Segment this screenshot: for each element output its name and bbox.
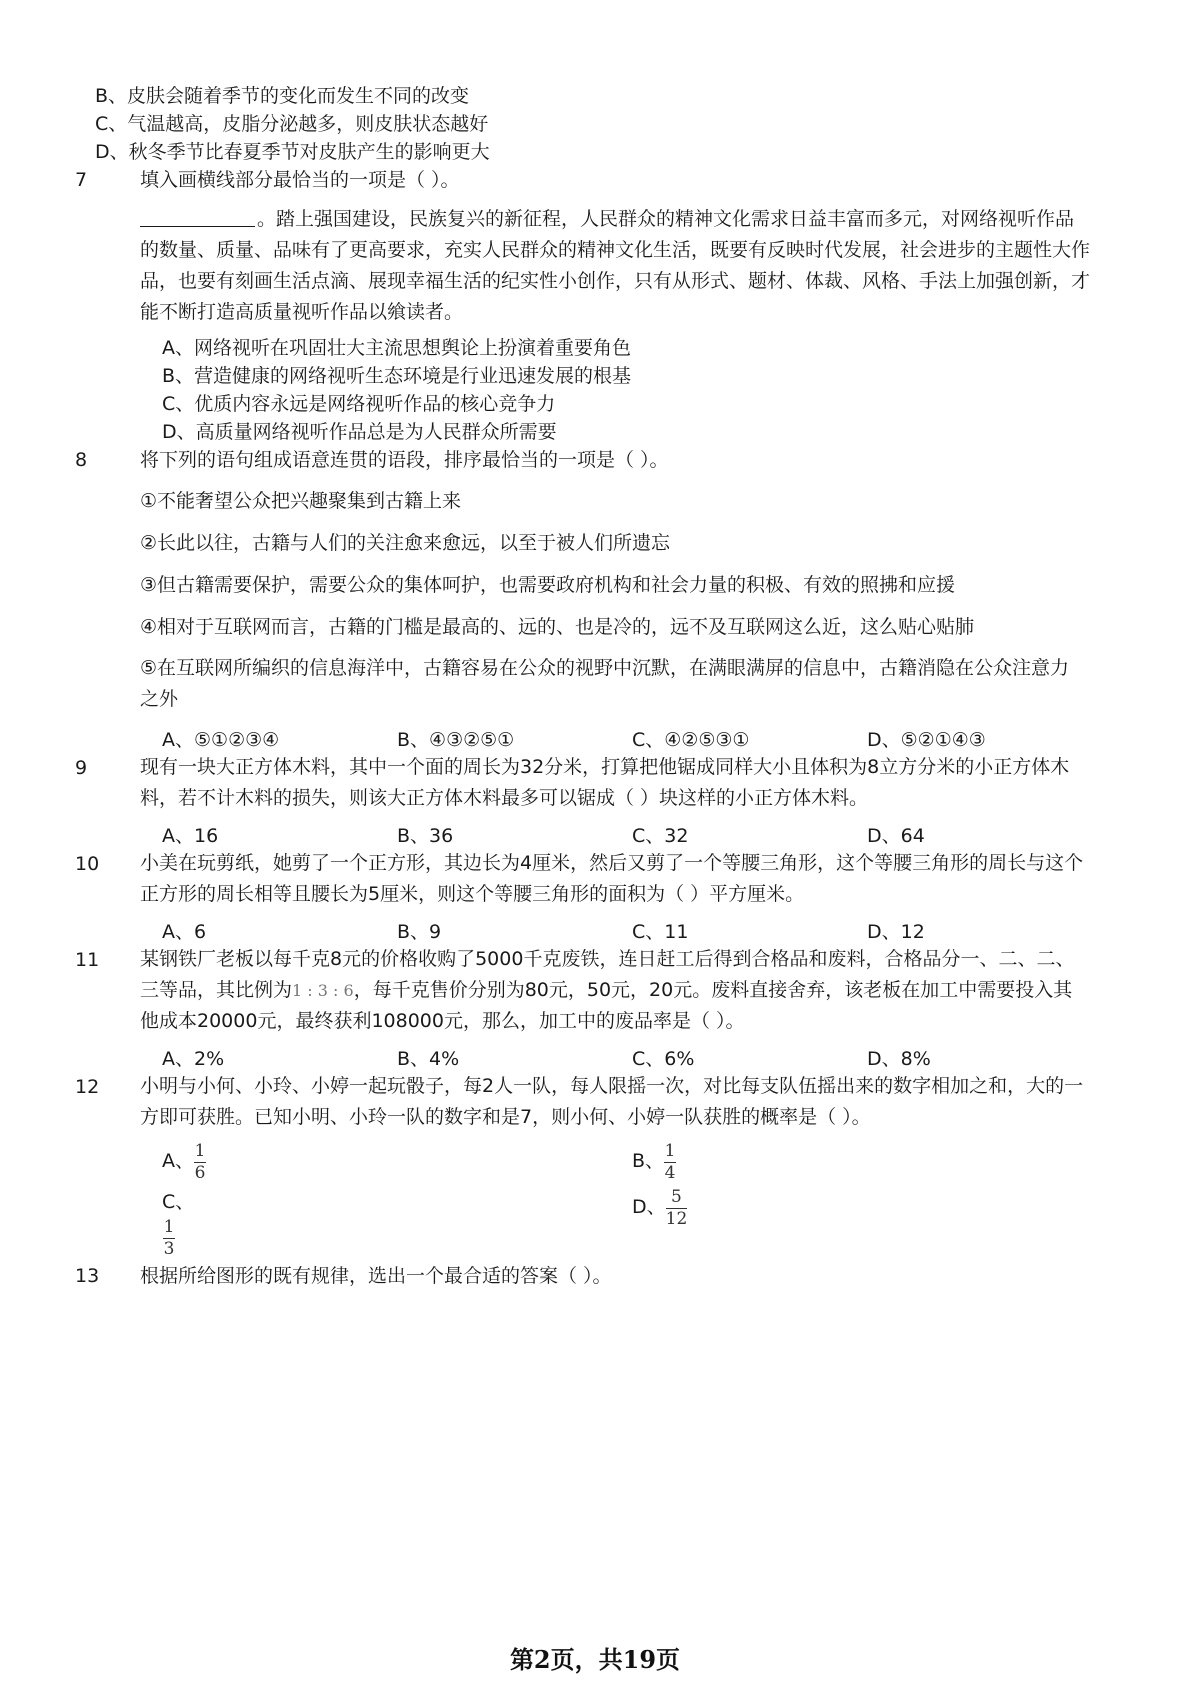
q8-option-d: D、⑤②①④③ <box>867 729 986 751</box>
denominator: 4 <box>664 1162 676 1183</box>
q11-option-b: B、4% <box>397 1048 460 1070</box>
fraction-one-sixth <box>194 1142 206 1182</box>
page-footer: 第2页，共19页 <box>509 1645 681 1674</box>
q12-option-d <box>632 1184 687 1230</box>
q8-number: 8 <box>75 449 88 471</box>
q13-stem: 根据所给图形的既有规律，选出一个最合适的答案（ ）。 <box>140 1265 612 1287</box>
q8-sentence-5: ⑤在互联网所编织的信息海洋中，古籍容易在公众的视野中沉默，在满眼满屏的信息中，古籍消隐在公众注意力之外 <box>140 657 1070 710</box>
q8-sentence-4: ④相对于互联网而言，古籍的门槛是最高的、远的、也是冷的，远不及互联网这么近，这么贴心贴肺 <box>140 616 975 638</box>
q12-option-a <box>162 1138 206 1184</box>
q10-option-b: B、9 <box>397 921 442 943</box>
q8-sentence-1: ①不能奢望公众把兴趣聚集到古籍上来 <box>140 490 462 512</box>
q9-option-c: C、32 <box>632 825 689 847</box>
q8-sentence-2: ②长此以往，古籍与人们的关注愈来愈远，以至于被人们所遗忘 <box>140 532 671 554</box>
q12-number: 12 <box>75 1076 100 1098</box>
numerator: 1 <box>163 1217 175 1237</box>
q6-option-b: B、皮肤会随着季节的变化而发生不同的改变 <box>95 85 470 107</box>
q6-option-c: C、气温越高，皮脂分泌越多，则皮肤状态越好 <box>95 113 489 135</box>
q9-stem: 现有一块大正方体木料，其中一个面的周长为32分米，打算把他锯成同样大小且体积为8立方分米的小正方体木料，若不计木料的损失，则该大正方体木料最多可以锯成（ ）块这样的小正方体木料。 <box>140 756 1070 809</box>
q8-stem: 将下列的语句组成语意连贯的语段，排序最恰当的一项是（ ）。 <box>140 449 669 471</box>
q11-stem <box>140 944 1090 1037</box>
denominator: 6 <box>194 1162 206 1183</box>
q7-number: 7 <box>75 169 88 191</box>
fraction-five-twelfths <box>666 1188 688 1228</box>
q12-option-b-label: B、 <box>632 1150 665 1172</box>
q12-option-b <box>632 1138 676 1184</box>
q8-option-b: B、④③②⑤① <box>397 729 515 751</box>
numerator: 5 <box>671 1186 682 1207</box>
q7-option-c: C、优质内容永远是网络视听作品的核心竞争力 <box>162 393 556 415</box>
fill-in-blank <box>140 206 255 227</box>
q8-option-c: C、④②⑤③① <box>632 729 750 751</box>
q8-option-a: A、⑤①②③④ <box>162 729 280 751</box>
q11-option-c: C、6% <box>632 1048 695 1070</box>
numerator: 1 <box>664 1140 676 1161</box>
q11-option-a: A、2% <box>162 1048 225 1070</box>
q6-option-d: D、秋冬季节比春夏季节对皮肤产生的影响更大 <box>95 141 490 163</box>
q11-number: 11 <box>75 949 100 971</box>
q10-stem: 小美在玩剪纸，她剪了一个正方形，其边长为4厘米，然后又剪了一个等腰三角形，这个等腰三角形的周长与这个正方形的周长相等且腰长为5厘米，则这个等腰三角形的面积为（ ）平方厘米。 <box>140 852 1084 905</box>
q8-sentence-3: ③但古籍需要保护，需要公众的集体呵护，也需要政府机构和社会力量的积极、有效的照拂和应援 <box>140 574 956 596</box>
q12-stem: 小明与小何、小玲、小婷一起玩骰子，每2人一队，每人限摇一次，对比每支队伍摇出来的数字相加之和，大的一方即可获胜。已知小明、小玲一队的数字和是7，则小何、小婷一队获胜的概率是（ ）。 <box>140 1075 1084 1128</box>
q12-option-d-label: D、 <box>632 1196 666 1218</box>
q10-option-d: D、12 <box>867 921 925 943</box>
q11-ratio: 1 : 3 : 6 <box>292 981 354 1000</box>
q11-option-d: D、8% <box>867 1048 931 1070</box>
q11-stem-part1: 某钢铁厂老板以每千克8元的价格收购了5000千克废铁，连日赶工后得到合格品和废料，合格品分一、二、二、三等品，其比例为 <box>140 948 1075 1001</box>
q7-passage <box>140 204 1090 328</box>
q12-option-c-label: C、 <box>162 1191 195 1213</box>
q9-option-b: B、36 <box>397 825 454 847</box>
q12-option-a-label: A、 <box>162 1150 194 1172</box>
q10-option-a: A、6 <box>162 921 207 943</box>
q9-number: 9 <box>75 757 88 779</box>
q7-option-a: A、网络视听在巩固壮大主流思想舆论上扮演着重要角色 <box>162 337 631 359</box>
q10-number: 10 <box>75 853 100 875</box>
numerator: 1 <box>194 1140 206 1161</box>
q7-option-b: B、营造健康的网络视听生态环境是行业迅速发展的根基 <box>162 365 632 387</box>
denominator: 3 <box>163 1239 175 1259</box>
q7-passage-text: 。踏上强国建设，民族复兴的新征程，人民群众的精神文化需求日益丰富而多元，对网络视听作品的数量、质量、品味有了更高要求，充实人民群众的精神文化生活，既要有反映时代发展，社会进步的主题性大作品，也要有刻画生活点滴、展现幸福生活的纪实性小创作，只有从形式、题材、体裁、风格、手法上加强创新，才能不断打造高质量视听作品以飨读者。 <box>140 208 1091 323</box>
q9-option-d: D、64 <box>867 825 925 847</box>
q10-option-c: C、11 <box>632 921 689 943</box>
q12-option-c <box>163 1218 175 1258</box>
denominator: 12 <box>665 1208 688 1229</box>
q7-option-d: D、高质量网络视听作品总是为人民群众所需要 <box>162 421 557 443</box>
q13-number: 13 <box>75 1265 100 1287</box>
fraction-one-fourth <box>664 1142 676 1182</box>
fraction-one-third <box>163 1218 175 1258</box>
q11-stem-part2: ，每千克售价分别为80元，50元，20元。废料直接舍弃，该老板在加工中需要投入其他成本20000元，最终获利108000元，那么，加工中的废品率是（ ）。 <box>140 979 1073 1032</box>
q9-option-a: A、16 <box>162 825 219 847</box>
q7-stem: 填入画横线部分最恰当的一项是（ ）。 <box>140 169 460 191</box>
